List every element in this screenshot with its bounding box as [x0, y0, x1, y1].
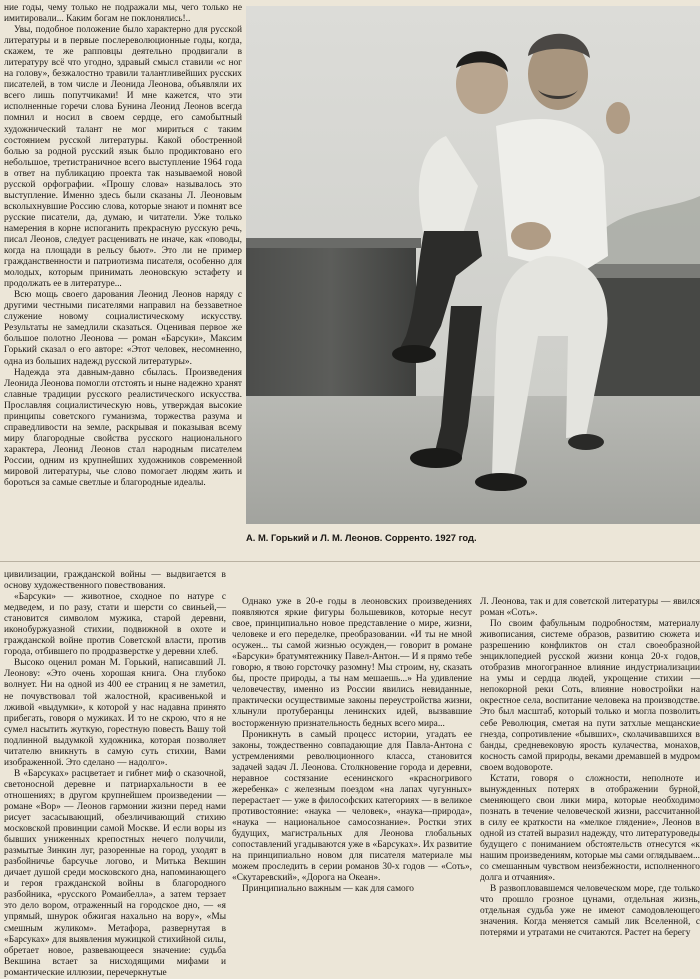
section-divider — [0, 561, 700, 562]
article-column-bottom-2 — [232, 597, 472, 968]
paragraph: Всю мощь своего дарования Леонид Леонов наряду с другими честными писателями направил на беззаветное служение новому социалистическому искусству. Результаты не замедлили сказаться. Оценивая первое же большое полотно Леонова — роман «Барсуки», Максим Горький сказал о его авторе: «Этот человек, несомненно, одна из больших надежд русской литературы». — [4, 290, 242, 367]
article-column-bottom-3 — [480, 597, 700, 968]
article-column-bottom-1 — [4, 570, 226, 978]
paragraph: ние годы, чему только не подражали мы, чего только не имитировали... Каким богам не поклонялись!.. — [4, 3, 242, 25]
paragraph: Кстати, говоря о сложности, неполноте и вынужденных потерях в отображении бурной, сменяющего свои лики мира, которые необходимо познать в течение человеческой жизни, рассчитанной в силу ее краткости на «мелкое глядение», Леонов в одной из статей выразил надежду, что литературоведы будущего с пониманием обстоятельств отнесутся «к нашим произведениям, которые мы сами оглядываем... со смешанным чувством неизбежности, исполненного долга и отчаяния». — [480, 773, 700, 884]
paragraph: По своим фабульным подробностям, материалу живописания, системе образов, развитию сюжета и разрешению конфликтов он стал своеобразной энциклопедией русской жизни конца 20-х годов, отобразив многогранное влияние индустриализации на умы и сердца людей, укрощение стихии — непокорной реки Соть, влияние новостройки на окрестное села, воспитание человека на производстве. Это был масштаб, который только и могла позволить себе Революция, сметая на пути затхлые мещанские гнезда, сопротивление «бывших», сколачивавшихся в банды, средневековую ярость кулачества, монахов, косность самой природы, веками дремавшей в мудром своем водовороте. — [480, 619, 700, 773]
paragraph: Высоко оценил роман М. Горький, написавший Л. Леонову: «Это очень хорошая книга. Она глубоко волнует. Ни на одной из 400 ее страниц я не заметил, не почувствовал той жалостной, красивенькой и лживой «выдумки», к которой у нас надавна принято прибегать, говоря о мужиках. И то не скрою, что я не сумел насытить жуткую, горестную повесть Вашу той подлинной выдумкой художника, которая позволяет читателю вникнуть в самую суть стихии, Вами изображенной. Это сделано — надолго». — [4, 658, 226, 768]
paragraph: Принципиально важным — как для самого — [242, 884, 414, 895]
paragraph: В «Барсуках» расцветает и гибнет миф о сказочной, светоносной деревне и патриархальности в ее отношениях; в другом крупнейшем произведении — романе «Вор» — Леонов гармонии жизни перед нами рисует засасывающий, обезличивающий стихию московской провинции самой Москве. И если воры из бывших униженных крепостных нечего получили, размытые Зинкин луг, разоренные на город, уходят в разбойничье барсучье логово, и Митька Векшин дичает душой среди московского дна, напоминающего и героя гражданской войны в благородного разбойника, «русского Ромаибелла», а затем терзает это дело вором, отраженный на городское дно, — «я упрямый, шнурок обжигая нахально на вору», «Мы смешным жуликом». Метафора, развернутая в «Барсуках» для выявления мужицкой стихийной силы, обретает новое, развевающееся значение: судьба Векшина встает за нисходящими мифами и романтические иллюзии, перечеркнутые — [4, 768, 226, 978]
paragraph: Увы, подобное положение было характерно для русской литературы и в первые послереволюционные годы, когда, скажем, те же рапповцы деятельно продвигали в литературу всё что угодно, здравый смысл ставили «с ног на голову», безжалостно травили талантливейших русских писателей, в том числе и Леонида Леонова, объявляли их всего лишь попутчиками! И мне кажется, что эти исполненные горечи слова Бунина Леонид Леонов всегда помнил и носил в своем сердце, его самобытный художнический талант не мог мириться с таким состоянием русской литературы. Какой обостренной болью за родной русский язык было продиктовано его небольшое, третистраничное всего выступление 1964 года в ответ на публикацию проекта так называемой новой русской орфографии. «Прошу слова» называлось это выступление. Именно здесь были сказаны Л. Леоновым всколыхнувшие Россию слова, которые знают и помнят все русские писатели, да, думаю, и читатели. Уже только намерения в корне испоганить прекрасную русскую речь, писал Леонов, следует расценивать не иначе, как «поводы, когда на площади в рельсу бьют». Это ли не пример гражданственности и патриотизма писателя, особенно для молодых, которым принимать леоновскую эстафету и продолжать ее в литературе... — [4, 25, 242, 290]
paragraph: цивилизации, гражданской войны — выдвигается в основу художественного повествования. — [4, 570, 226, 592]
paragraph: Проникнуть в самый процесс истории, угадать ее законы, тождественно совпадающие для Павла-Антона с устремлениями революционного класса, становится задачей задач Л. Леонова. Столкновение города и деревни, неравное состязание есенинского «красногривого жеребенка» с железным поездом «на лапах чугунных» перерастает — уже в философских категориях — в великое противостояние: «наука — человек», «наука—природа», «наука — национальное самосознание». Ростки этих будущих, магистральных для Леонова глобальных сопоставлений угадываются уже в «Барсуках». Их развитие на принципиально новом для писателя материале мы можем проследить в серии романов 30-х годов — «Соть», «Скутаревский», «Дорога на Океан». — [232, 729, 472, 884]
photo-caption: А. М. Горький и Л. М. Леонов. Сорренто. 1927 год. — [246, 532, 477, 543]
article-column-top-left — [4, 3, 242, 555]
photograph — [246, 6, 700, 524]
photo-gorky-leonov-image — [246, 6, 700, 524]
paragraph: Л. Леонова, так и для советской литературы — явился роман «Соть». — [480, 597, 700, 619]
paragraph: Надежда эта давным-давно сбылась. Произведения Леонида Леонова помогли отстоять и ныне надежно хранят славные традиции русского реалистического искусства. Прославляя социалистическую новь, утверждая высокие принципы советского гуманизма, торжества разума и справедливости на земле, раскрывая и показывая всему миру благородные свойства русского национального характера, Леонид Леонов стал народным писателем России, одним из крупнейших художников современной мировой литературы, чье слово помогает людям жить и бороться за самые светлые и благородные идеалы. — [4, 367, 242, 489]
paragraph: «Барсуки» — животное, сходное по натуре с медведем, и по разу, стати и шерсти со свиньей,— становится символом мужика, старой деревни, иконобуржуазной стихии, подвижной в охоте и гражданской войне против Советской власти, против города, отбившего по продразверстке у деревни хлеб. — [4, 592, 226, 658]
paragraph: В развопловавшемся человеческом море, где только что прошло грозное цунами, отдельная жизнь, отдельная судьба уже не имеют самодовлеющего значения. Когда меняется самый лик Вселенной, с потерями и утратами не считаются. Растет на берегу — [480, 884, 700, 939]
paragraph: Однако уже в 20-е годы в леоновских произведениях появляются яркие фигуры большевиков, которые несут свое, принципиально новое представление о мире, жизни, человеке и его переделке, преобразовании. «И ты не мной осужен... ты самой жизнью осужден,— говорит в романе «Барсуки» братумятежнику Павел-Антон.— И я прямо тебе говорю, я твою горсточку разомну! Мы строим, ну, сказать бы, просте природы, а ты нам мешаешь...» На удивление человечеству, именно из России явились невиданные, практически осуществимые законы переустройства жизни, хлынули протуберанцы ленинских идей, вызвавшие восторженную признательность бедных всего мира... — [232, 597, 472, 729]
